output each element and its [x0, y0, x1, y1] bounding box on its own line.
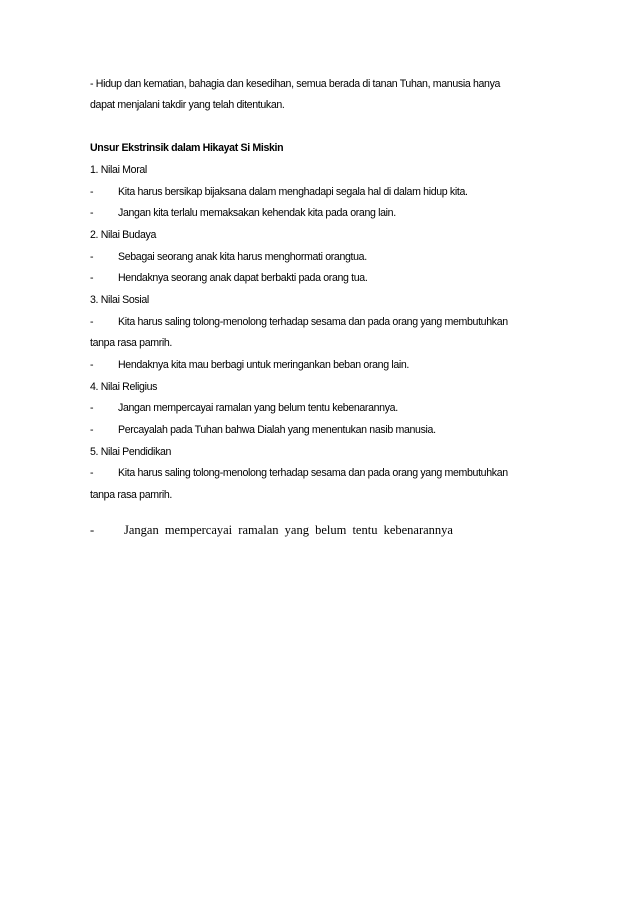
- bullet-dash: -: [90, 359, 94, 371]
- budaya-item-2: Hendaknya seorang anak dapat berbakti pada orang tua.: [118, 272, 368, 284]
- sosial-item-1-continuation: tanpa rasa pamrih.: [90, 337, 173, 349]
- religius-item-2: Percayalah pada Tuhan bahwa Dialah yang menentukan nasib manusia.: [118, 424, 436, 436]
- final-line-text: Jangan mempercayai ramalan yang belum tentu kebenarannya: [124, 523, 453, 537]
- bullet-dash: -: [90, 316, 94, 328]
- section-title-sosial: 3. Nilai Sosial: [90, 294, 149, 306]
- section-title-budaya: 2. Nilai Budaya: [90, 229, 157, 241]
- bullet-dash: -: [90, 186, 94, 198]
- section-title-moral: 1. Nilai Moral: [90, 164, 147, 176]
- moral-item-2: Jangan kita terlalu memaksakan kehendak kita pada orang lain.: [118, 207, 396, 219]
- religius-item-1: Jangan mempercayai ramalan yang belum tentu kebenarannya.: [118, 402, 398, 414]
- bullet-dash: -: [90, 251, 94, 263]
- bullet-dash: -: [90, 424, 94, 436]
- moral-item-1: Kita harus bersikap bijaksana dalam menghadapi segala hal di dalam hidup kita.: [118, 186, 468, 198]
- sosial-item-1: Kita harus saling tolong-menolong terhadap sesama dan pada orang yang membutuhkan: [118, 316, 508, 328]
- bullet-dash: -: [90, 402, 94, 414]
- pendidikan-item-1: Kita harus saling tolong-menolong terhadap sesama dan pada orang yang membutuhkan: [118, 467, 508, 479]
- bullet-dash: -: [90, 207, 94, 219]
- section-title-religius: 4. Nilai Religius: [90, 381, 158, 393]
- intro-line-1: - Hidup dan kematian, bahagia dan kesedihan, semua berada di tanan Tuhan, manusia hanya: [90, 78, 501, 90]
- final-line: [90, 522, 453, 538]
- budaya-item-1: Sebagai seorang anak kita harus menghormati orangtua.: [118, 251, 367, 263]
- pendidikan-item-1-continuation: tanpa rasa pamrih.: [90, 489, 173, 501]
- section-heading: Unsur Ekstrinsik dalam Hikayat Si Miskin: [90, 142, 284, 154]
- sosial-item-2: Hendaknya kita mau berbagi untuk meringankan beban orang lain.: [118, 359, 410, 371]
- bullet-dash: -: [90, 467, 94, 479]
- intro-line-2: dapat menjalani takdir yang telah ditentukan.: [90, 99, 285, 111]
- final-line-dash: -: [90, 523, 95, 537]
- section-title-pendidikan: 5. Nilai Pendidikan: [90, 446, 172, 458]
- bullet-dash: -: [90, 272, 94, 284]
